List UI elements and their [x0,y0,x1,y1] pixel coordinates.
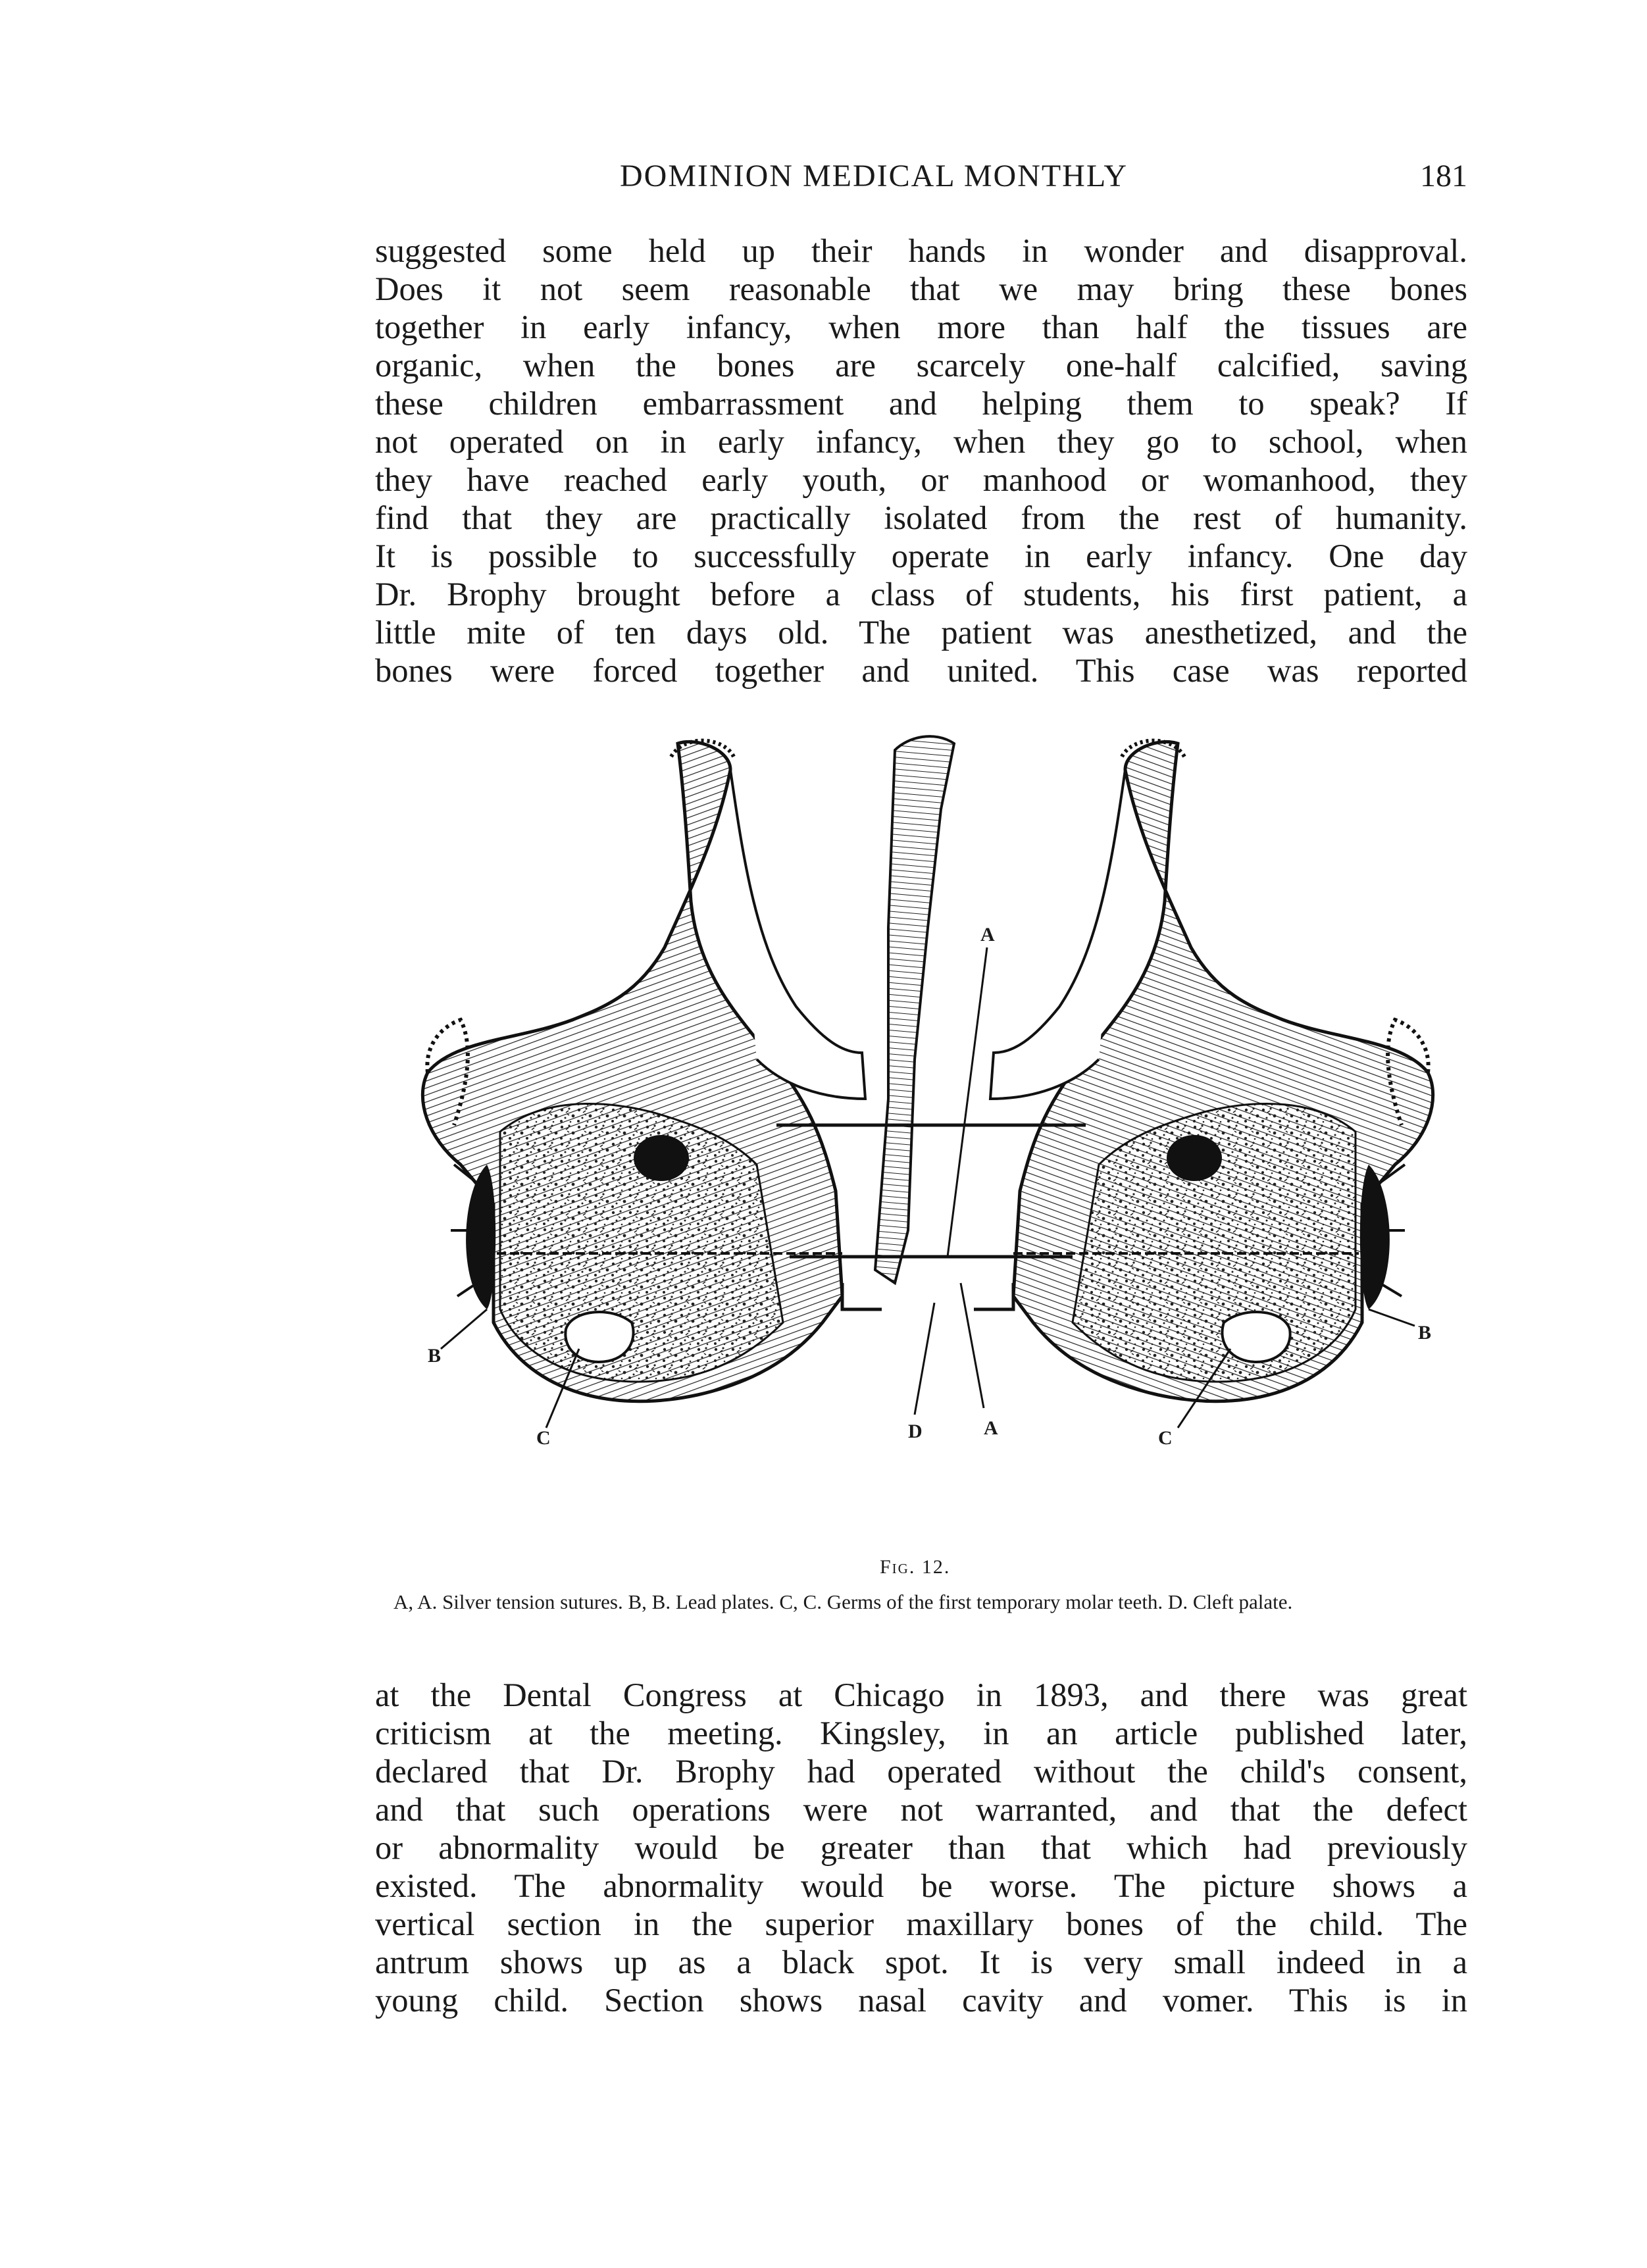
text-line: It is possible to successfully operate in early infancy. One day [375,538,1467,574]
vomer [875,736,954,1283]
text-line: or abnormality would be greater than that which had previously [375,1829,1467,1866]
text-line: they have reached early youth, or manhood or womanhood, they [375,461,1467,498]
cleft-palate [842,1283,1013,1309]
running-head: DOMINION MEDICAL MONTHLY [620,159,1128,193]
label-b-right: B [1418,1322,1432,1344]
text-line: criticism at the meeting. Kingsley, in an article published later, [375,1715,1467,1751]
text-line: at the Dental Congress at Chicago in 1893, and there was great [375,1676,1467,1713]
text-line: Dr. Brophy brought before a class of students, his first patient, a [375,576,1467,613]
page-header [375,158,1467,211]
text-line: little mite of ten days old. The patient was anesthetized, and the [375,614,1467,651]
figure-caption: A, A. Silver tension sutures. B, B. Lead plates. C, C. Germs of the first temporary molar teeth. D. Cleft palate. [393,1590,1293,1613]
text-line: vertical section in the superior maxillary bones of the child. The [375,1905,1467,1942]
left-antrum [634,1135,689,1181]
text-line: together in early infancy, when more than half the tissues are [375,309,1467,345]
text-line: young child. Section shows nasal cavity and vomer. This is in [375,1982,1467,2019]
label-b-left: B [428,1345,442,1367]
text-line: organic, when the bones are scarcely one-half calcified, saving [375,347,1467,384]
right-antrum [1167,1135,1222,1181]
figure-title: Fig. 12. [880,1556,951,1578]
text-line: bones were forced together and united. This case was reported [375,652,1467,689]
label-a-bottom: A [984,1417,998,1439]
text-line: find that they are practically isolated from the rest of humanity. [375,499,1467,536]
label-d: D [908,1421,923,1442]
paragraph-bottom [375,1676,1467,2019]
label-c-right: C [1158,1427,1173,1449]
text-line: declared that Dr. Brophy had operated without the child's consent, [375,1753,1467,1790]
right-tooth-germ [1222,1312,1290,1362]
page-number: 181 [1420,159,1467,193]
label-a-top: A [980,924,995,945]
label-c-left: C [536,1427,551,1449]
text-line: not operated on in early infancy, when they go to school, when [375,423,1467,460]
text-line: existed. The abnormality would be worse. The picture shows a [375,1867,1467,1904]
text-line: suggested some held up their hands in wonder and disapproval. [375,232,1467,269]
maxillary-section-illustration [388,730,1467,1559]
paragraph-top [375,232,1467,690]
text-line: these children embarrassment and helping them to speak? If [375,385,1467,422]
figure-maxillary-section [388,730,1467,1559]
text-line: antrum shows up as a black spot. It is very small indeed in a [375,1944,1467,1980]
text-line: Does it not seem reasonable that we may bring these bones [375,270,1467,307]
text-line: and that such operations were not warranted, and that the defect [375,1791,1467,1828]
